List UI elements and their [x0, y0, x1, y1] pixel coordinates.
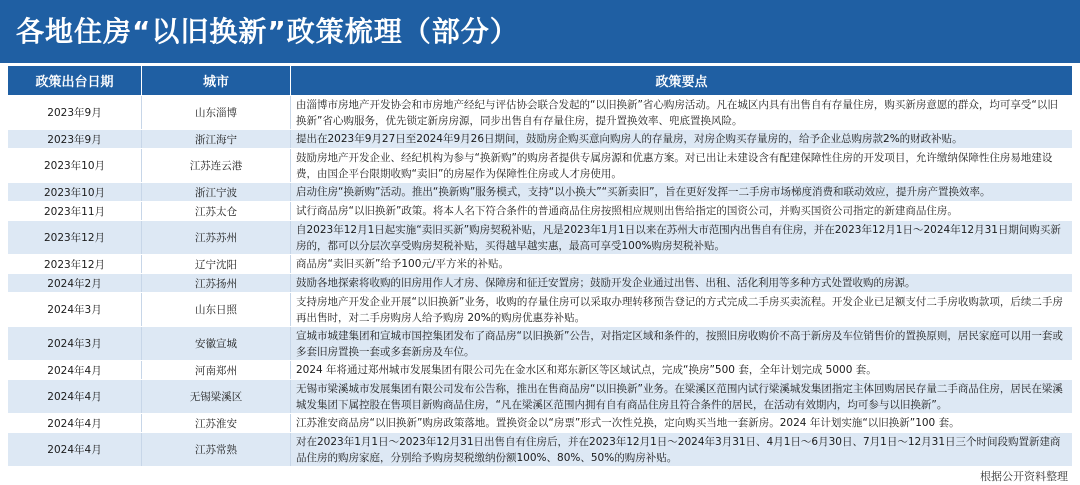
table-row: [8, 95, 1072, 129]
cell-city: 江苏连云港: [142, 149, 291, 182]
cell-city: 山东日照: [142, 293, 291, 326]
cell-policy: 启动住房“换新购”活动。推出“换新购”服务模式，支持“以小换大”“买新卖旧”，旨在更好发挥一二手房市场梯度消费和联动效应，提升房产置换效率。: [296, 186, 991, 198]
table-row: [8, 326, 1072, 360]
cell-policy: 支持房地产开发企业开展“以旧换新”业务，收购的存量住房可以采取办理转移预告登记的方式完成二手房买卖流程。开发企业已足额支付二手房收购款项，后续二手房再出售时，对二手房购房人给予购房 20%的购房优惠券补贴。: [296, 295, 1063, 324]
cell-date: 2024年4月: [8, 380, 142, 413]
cell-policy: 由淄博市房地产开发协会和市房地产经纪与评估协会联合发起的“以旧换新”省心购房活动。凡在城区内具有出售自有存量住房，购买新房意愿的群众，均可享受“以旧换新”省心购服务，优先锁定新房房源，同步出售自有存量住房，提升置换效率、兜底置换风险。: [296, 98, 1058, 127]
cell-date: 2024年2月: [8, 274, 142, 292]
cell-date: 2023年10月: [8, 183, 142, 201]
cell-city: 江苏扬州: [142, 274, 291, 292]
cell-policy: 商品房“卖旧买新”给予100元/平方米的补贴。: [296, 258, 509, 270]
table-body: [8, 95, 1072, 466]
policy-table: [8, 66, 1072, 466]
column-header-city: 城市: [142, 66, 291, 95]
cell-date: 2023年11月: [8, 202, 142, 220]
column-header-policy: 政策要点: [655, 75, 708, 90]
table-row: [8, 413, 1072, 432]
cell-date: 2024年4月: [8, 433, 142, 466]
cell-city: 无锡梁溪区: [142, 380, 291, 413]
source-note: 根据公开资料整理: [980, 470, 1068, 483]
cell-city: 浙江海宁: [142, 130, 291, 148]
table-row: [8, 220, 1072, 254]
table-header: [8, 66, 1072, 95]
cell-policy: 宣城市城建集团和宣城市国控集团发布了商品房“以旧换新”公告，对指定区域和条件的，按照旧房收购价不高于新房及车位销售价的置换原则，居民家庭可以用一套或多套旧房置换一套或多套新房及车位。: [296, 329, 1063, 358]
cell-city: 安徽宣城: [142, 327, 291, 360]
table-row: [8, 201, 1072, 220]
cell-policy: 2024 年将通过郑州城市发展集团有限公司先在金水区和郑东新区等区域试点，完成“换房”500 套，全年计划完成 5000 套。: [296, 364, 877, 376]
table-row: [8, 129, 1072, 148]
cell-city: 河南郑州: [142, 361, 291, 379]
column-header-date: 政策出台日期: [8, 66, 142, 95]
table-row: [8, 148, 1072, 182]
cell-city: 江苏太仓: [142, 202, 291, 220]
cell-policy: 自2023年12月1日起实施“卖旧买新”购房契税补贴，凡是2023年1月1日以来在苏州大市范围内出售自有住房，并在2023年12月1日～2024年12月31日期间购买新房的，都可以分层次享受购房契税补贴，买得越早越实惠，最高可享受100%购房契税补贴。: [296, 223, 1061, 252]
table-row: [8, 182, 1072, 201]
cell-date: 2023年10月: [8, 149, 142, 182]
title-bar: [0, 0, 1080, 63]
table-row: [8, 432, 1072, 466]
cell-policy: 鼓励各地探索将收购的旧房用作人才房、保障房和征迁安置房；鼓励开发企业通过出售、出租、活化利用等多种方式处置收购的房源。: [296, 277, 916, 289]
cell-date: 2024年4月: [8, 414, 142, 432]
cell-policy: 无锡市梁溪城市发展集团有限公司发布公告称，推出在售商品房“以旧换新”业务。在梁溪区范围内试行梁溪城发集团指定主体回购居民存量二手商品住房，居民在梁溪城发集团下属控股在售项目新购商品住房，“凡在梁溪区范围内拥有自有商品住房且符合条件的居民，在活动有效期内，均可参与以旧换新”。: [296, 382, 1063, 411]
cell-date: 2023年9月: [8, 96, 142, 129]
page-title: 各地住房“以旧换新”政策梳理（部分）: [16, 15, 519, 48]
cell-policy: 江苏淮安商品房“以旧换新”购房政策落地。置换资金以“房票”形式一次性兑换，定向购买当地一套新房。2024 年计划实施“以旧换新”100 套。: [296, 417, 960, 429]
cell-city: 山东淄博: [142, 96, 291, 129]
cell-policy: 对在2023年1月1日～2023年12月31日出售自有住房后，并在2023年12月1日～2024年3月31日、4月1日～6月30日、7月1日～12月31日三个时间段购置新建商品住房的购房家庭，分别给予购房契税缴纳份额100%、80%、50%的购房补贴。: [296, 435, 1061, 464]
cell-date: 2024年4月: [8, 361, 142, 379]
cell-policy: 鼓励房地产开发企业、经纪机构为参与“换新购”的购房者提供专属房源和优惠方案。对已出让未建设含有配建保障性住房的开发项目，允许缴纳保障性住房易地建设费，由国企平台限期收购“卖旧”的房屋作为保障性住房或人才房使用。: [296, 151, 1053, 180]
cell-city: 江苏苏州: [142, 221, 291, 254]
cell-city: 辽宁沈阳: [142, 255, 291, 273]
table-row: [8, 360, 1072, 379]
table-row: [8, 379, 1072, 413]
cell-policy: 提出在2023年9月27日至2024年9月26日期间，鼓励房企购买意向购房人的存量房，对房企购买存量房的，给予企业总购房款2%的财政补贴。: [296, 133, 963, 145]
cell-date: 2024年3月: [8, 327, 142, 360]
cell-date: 2023年12月: [8, 255, 142, 273]
table-row: [8, 273, 1072, 292]
cell-date: 2023年9月: [8, 130, 142, 148]
cell-policy: 试行商品房“以旧换新”政策。将本人名下符合条件的普通商品住房按照相应规则出售给指定的国资公司，并购买国资公司指定的新建商品住房。: [296, 205, 958, 217]
table-row: [8, 254, 1072, 273]
cell-city: 江苏常熟: [142, 433, 291, 466]
cell-date: 2023年12月: [8, 221, 142, 254]
table-row: [8, 292, 1072, 326]
cell-city: 浙江宁波: [142, 183, 291, 201]
cell-date: 2024年3月: [8, 293, 142, 326]
cell-city: 江苏淮安: [142, 414, 291, 432]
